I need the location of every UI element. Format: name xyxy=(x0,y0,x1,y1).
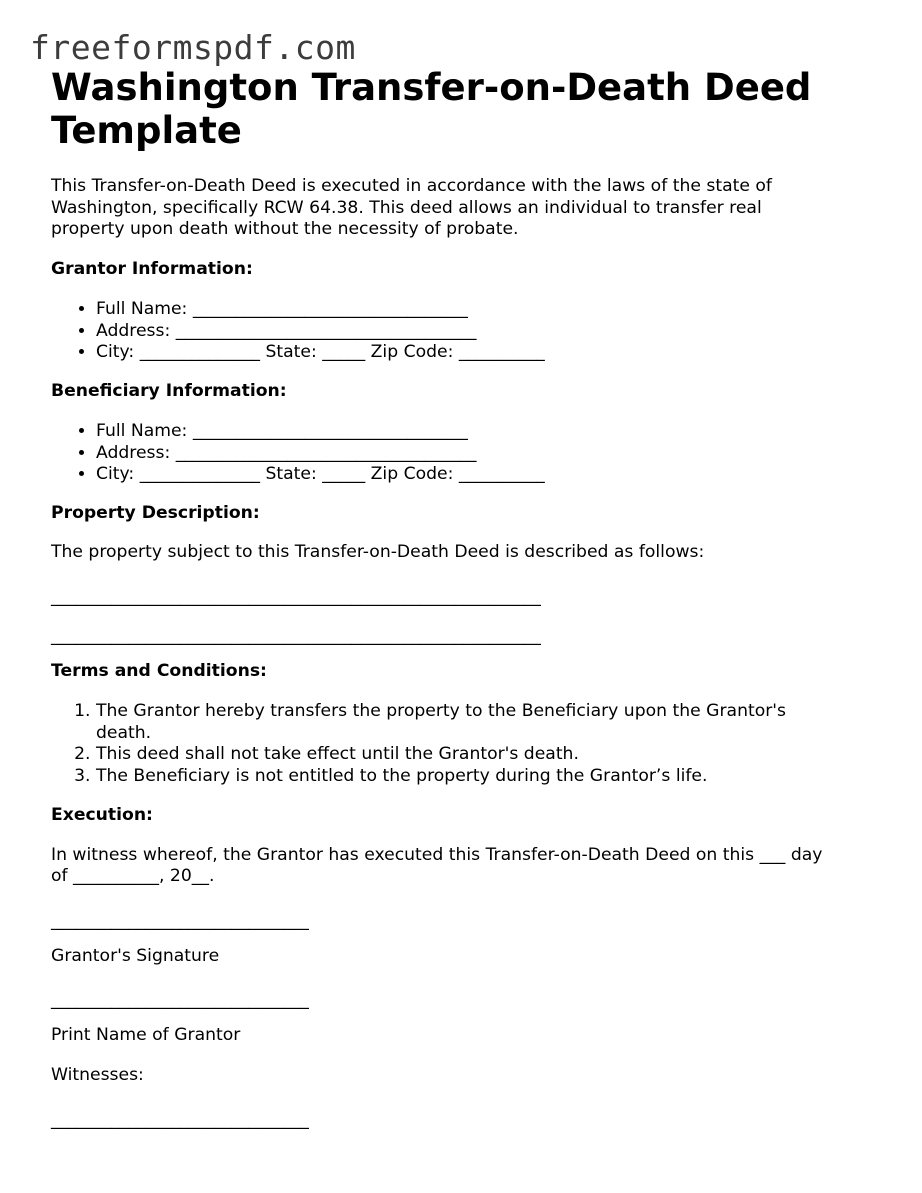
terms-list xyxy=(51,701,831,787)
property-line-2[interactable]: _________________________________________________________ xyxy=(51,626,541,646)
grantor-print-name-label: Print Name of Grantor xyxy=(51,1025,241,1045)
execution-heading: Execution: xyxy=(51,805,153,825)
property-text: The property subject to this Transfer-on-Death Deed is described as follows: xyxy=(51,542,705,562)
beneficiary-full-name-field[interactable]: • Full Name: ________________________________ xyxy=(96,421,545,443)
execution-line-1: In witness whereof, the Grantor has executed this Transfer-on-Death Deed on this ___ day xyxy=(51,845,823,865)
grantor-signature-label: Grantor's Signature xyxy=(51,946,220,966)
watermark-logo: freeformspdf.com xyxy=(30,28,356,67)
intro-line-1: This Transfer-on-Death Deed is executed in accordance with the laws of the state of xyxy=(51,176,772,196)
terms-item: 3. The Beneficiary is not entitled to the property during the Grantor’s life. xyxy=(96,766,831,788)
property-line-1[interactable]: _________________________________________________________ xyxy=(51,587,541,607)
grantor-print-name-line[interactable]: ______________________________ xyxy=(51,990,309,1010)
grantor-list xyxy=(51,299,545,364)
property-heading: Property Description: xyxy=(51,503,260,523)
grantor-signature-line[interactable]: ______________________________ xyxy=(51,911,309,931)
terms-item: 1. The Grantor hereby transfers the property to the Beneficiary upon the Grantor's death. xyxy=(96,701,831,744)
grantor-heading: Grantor Information: xyxy=(51,259,253,279)
execution-line-2: of __________, 20__. xyxy=(51,866,215,886)
grantor-address-field[interactable]: • Address: ___________________________________ xyxy=(96,321,545,343)
witness-signature-line[interactable]: ______________________________ xyxy=(51,1110,309,1130)
page-title: Washington Transfer-on-Death Deed Template xyxy=(51,66,812,152)
terms-item: 2. This deed shall not take effect until the Grantor's death. xyxy=(96,744,831,766)
beneficiary-city-state-zip-field[interactable]: • City: ______________ State: _____ Zip Code: __________ xyxy=(96,464,545,486)
grantor-full-name-field[interactable]: • Full Name: ________________________________ xyxy=(96,299,545,321)
witnesses-label: Witnesses: xyxy=(51,1065,144,1085)
beneficiary-heading: Beneficiary Information: xyxy=(51,381,287,401)
intro-line-3: property upon death without the necessity of probate. xyxy=(51,219,519,239)
terms-heading: Terms and Conditions: xyxy=(51,661,267,681)
intro-line-2: Washington, specifically RCW 64.38. This deed allows an individual to transfer real xyxy=(51,198,762,218)
beneficiary-list xyxy=(51,421,545,486)
grantor-city-state-zip-field[interactable]: • City: ______________ State: _____ Zip Code: __________ xyxy=(96,342,545,364)
beneficiary-address-field[interactable]: • Address: ___________________________________ xyxy=(96,443,545,465)
